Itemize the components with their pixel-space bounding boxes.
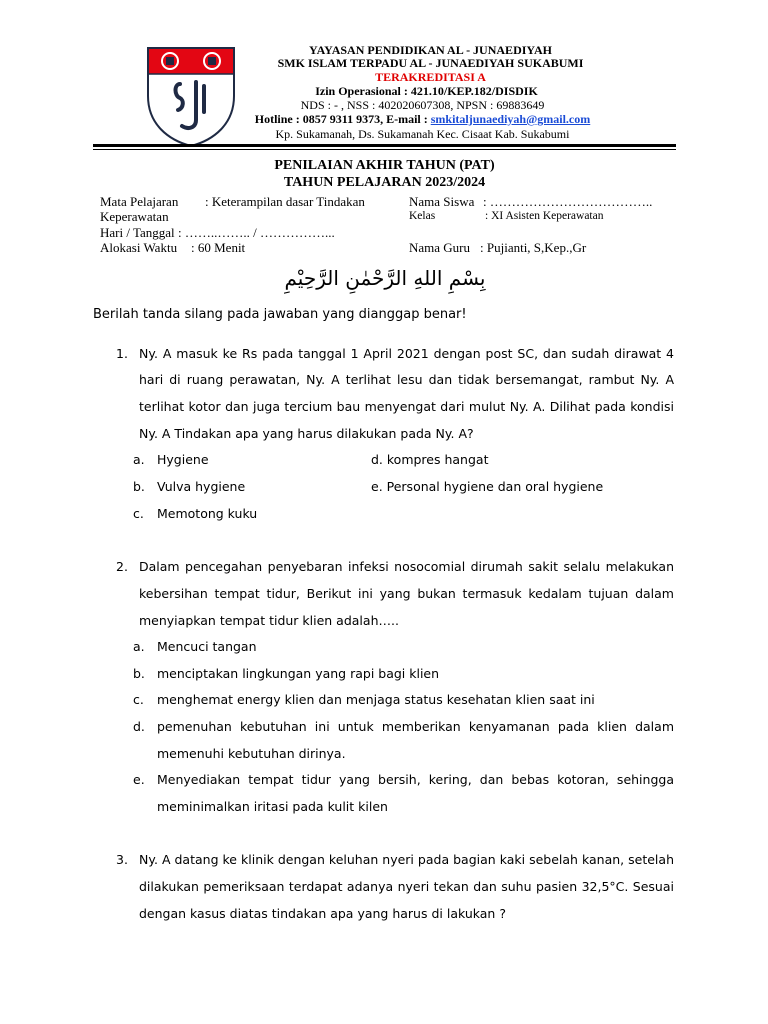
date-value: : ……..…….. / ……………... bbox=[178, 225, 335, 240]
question-text-line: dengan kasus diatas tindakan apa yang harus di lakukan ? bbox=[139, 906, 506, 921]
option-e[interactable]: e. Personal hygiene dan oral hygiene bbox=[371, 479, 604, 494]
email-link[interactable]: smkitaljunaediyah@gmail.com bbox=[430, 112, 591, 126]
accreditation-text: TERAKREDITASI A bbox=[375, 70, 486, 84]
school-name: SMK ISLAM TERPADU AL - JUNAEDIYAH SUKABUMI bbox=[277, 56, 584, 70]
instruction-text: Berilah tanda silang pada jawaban yang dianggap benar! bbox=[93, 307, 467, 322]
option-d[interactable]: d. kompres hangat bbox=[371, 452, 489, 467]
option-d-cont: memenuhi kebutuhan dirinya. bbox=[157, 746, 346, 761]
question-text-line: Ny. A datang ke klinik dengan keluhan nyeri pada bagian kaki sebelah kanan, setelah bbox=[139, 852, 674, 867]
question-text-line: hari di ruang perawatan, Ny. A terlihat lesu dan tidak bersemangat, rambut Ny. A bbox=[139, 372, 674, 387]
student-value: : ……………………………….. bbox=[483, 194, 653, 209]
question-text-line: Dalam pencegahan penyebaran infeksi nosocomial dirumah sakit selalu melakukan bbox=[139, 559, 674, 574]
duration-label: Alokasi Waktu bbox=[100, 240, 178, 255]
exam-year: TAHUN PELAJARAN 2023/2024 bbox=[283, 175, 486, 190]
question-number: 3. bbox=[116, 852, 128, 867]
teacher-value: : Pujianti, S,Kep.,Gr bbox=[480, 240, 587, 255]
student-label: Nama Siswa bbox=[409, 194, 475, 209]
option-c[interactable]: Memotong kuku bbox=[157, 506, 258, 521]
class-value: : XI Asisten Keperawatan bbox=[485, 210, 604, 222]
option-d[interactable]: pemenuhan kebutuhan ini untuk memberikan kenyamanan pada klien dalam bbox=[157, 719, 674, 734]
exam-title: PENILAIAN AKHIR TAHUN (PAT) bbox=[274, 158, 495, 173]
basmala-text: بِسْمِ اللهِ الرَّحْمٰنِ الرَّحِيْمِ bbox=[284, 266, 486, 290]
permit-text: Izin Operasional : 421.10/KEP.182/DISDIK bbox=[315, 84, 538, 98]
duration-value: : 60 Menit bbox=[191, 240, 246, 255]
hotline-line bbox=[240, 112, 605, 127]
date-label: Hari / Tanggal bbox=[100, 225, 175, 240]
question-text-line: terlihat kotor dan juga tercium bau menyengat dari mulut Ny. A. Dilihat pada kondisi bbox=[139, 399, 674, 414]
option-letter: c. bbox=[133, 692, 144, 707]
question-text-line: menyiapkan tempat tidur klien adalah….. bbox=[139, 613, 399, 628]
question-text-line: dilakukan pemeriksaan terdapat adanya nyeri tekan dan suhu pasien 32,5°C. Sesuai bbox=[139, 879, 674, 894]
option-e-cont: meminimalkan iritasi pada kulit kilen bbox=[157, 799, 388, 814]
subject-label: Mata Pelajaran bbox=[100, 194, 179, 209]
option-letter: b. bbox=[133, 479, 145, 494]
class-label: Kelas bbox=[409, 210, 436, 222]
subject-value-cont: Keperawatan bbox=[100, 209, 169, 224]
school-ids: NDS : - , NSS : 402020607308, NPSN : 69883649 bbox=[300, 98, 545, 112]
hotline-text: Hotline : 0857 9311 9373, E-mail : bbox=[254, 112, 431, 126]
option-e[interactable]: Menyediakan tempat tidur yang bersih, kering, dan bebas kotoran, sehingga bbox=[157, 772, 674, 787]
option-a[interactable]: Mencuci tangan bbox=[157, 639, 257, 654]
option-letter: d. bbox=[133, 719, 145, 734]
subject-value: : Keterampilan dasar Tindakan bbox=[205, 194, 365, 209]
teacher-label: Nama Guru bbox=[409, 240, 471, 255]
option-letter: a. bbox=[133, 452, 145, 467]
option-letter: e. bbox=[133, 772, 145, 787]
foundation-name: YAYASAN PENDIDIKAN AL - JUNAEDIYAH bbox=[309, 43, 552, 57]
question-text-line: Ny. A Tindakan apa yang harus dilakukan pada Ny. A? bbox=[139, 426, 474, 441]
school-address: Kp. Sukamanah, Ds. Sukamanah Kec. Cisaat Kab. Sukabumi bbox=[275, 127, 570, 141]
option-letter: b. bbox=[133, 666, 145, 681]
option-b[interactable]: Vulva hygiene bbox=[157, 479, 246, 494]
option-b[interactable]: menciptakan lingkungan yang rapi bagi klien bbox=[157, 666, 440, 681]
letterhead-divider bbox=[93, 144, 676, 150]
question-text-line: Ny. A masuk ke Rs pada tanggal 1 April 2021 dengan post SC, dan sudah dirawat 4 bbox=[139, 346, 674, 361]
question-text-line: kebersihan tempat tidur, Berikut ini yang bukan termasuk kedalam tujuan dalam bbox=[139, 586, 674, 601]
question-number: 2. bbox=[116, 559, 128, 574]
option-c[interactable]: menghemat energy klien dan menjaga status kesehatan klien saat ini bbox=[157, 692, 595, 707]
school-logo-icon bbox=[144, 44, 238, 148]
option-letter: a. bbox=[133, 639, 145, 654]
option-a[interactable]: Hygiene bbox=[157, 452, 209, 467]
option-letter: c. bbox=[133, 506, 144, 521]
question-number: 1. bbox=[116, 346, 128, 361]
